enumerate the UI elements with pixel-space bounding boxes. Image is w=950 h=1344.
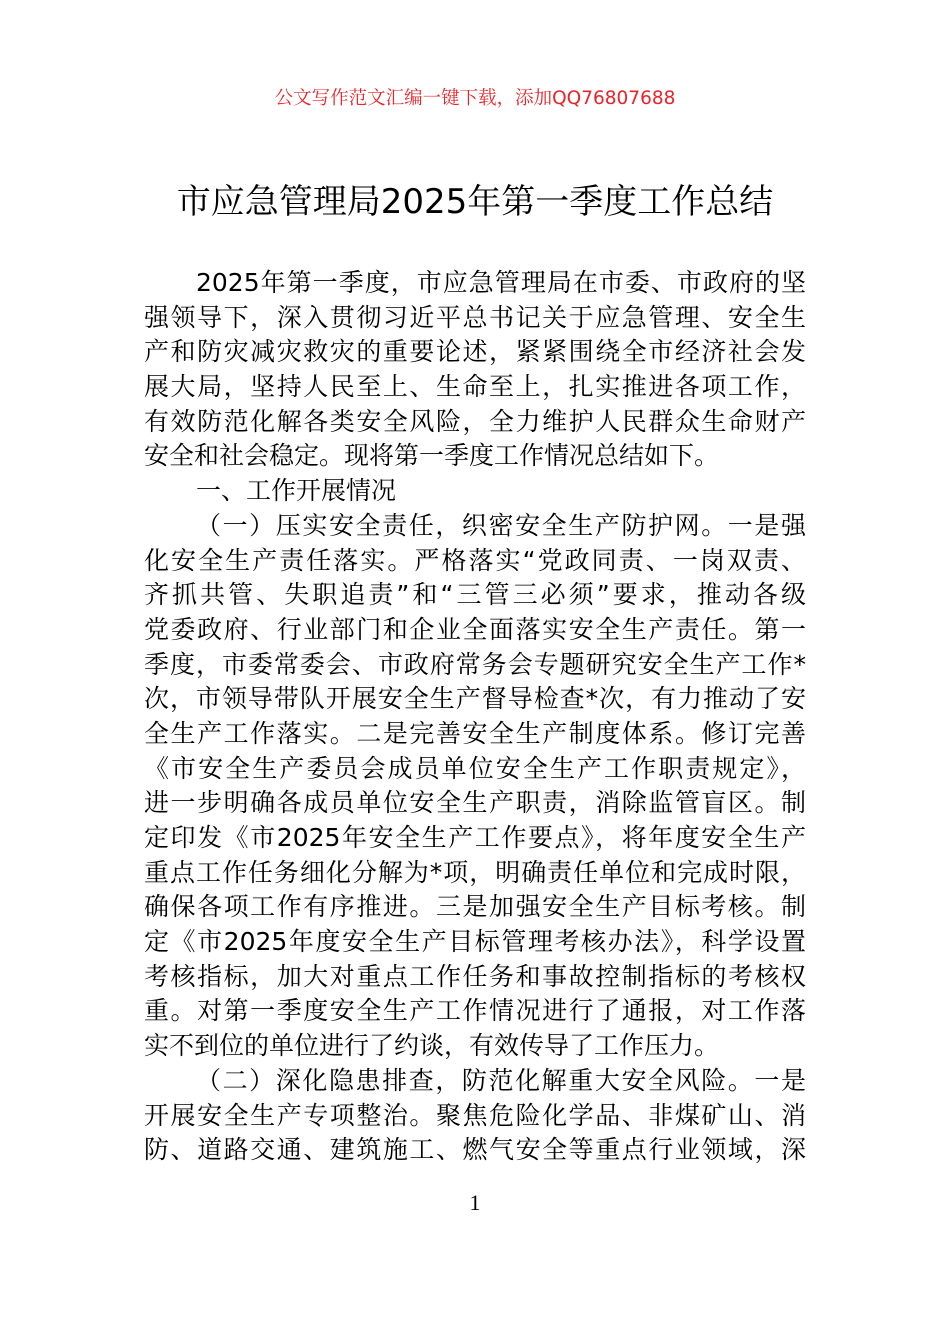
text-line: 考核指标，加大对重点工作任务和事故控制指标的考核权 xyxy=(144,961,806,991)
text-line: 防、道路交通、建筑施工、燃气安全等重点行业领域，深 xyxy=(144,1135,806,1165)
text-line: （一）压实安全责任，织密安全生产防护网。一是强 xyxy=(196,510,806,540)
text-line: 齐抓共管、失职追责”和“三管三必须”要求，推动各级 xyxy=(144,580,806,610)
text-line: 重点工作任务细化分解为*项，明确责任单位和完成时限， xyxy=(144,857,806,887)
text-line: 定印发《市2025年安全生产工作要点》，将年度安全生产 xyxy=(144,823,806,852)
text-line: 党委政府、行业部门和企业全面落实安全生产责任。第一 xyxy=(144,614,806,644)
text-line: 定《市2025年度安全生产目标管理考核办法》，科学设置 xyxy=(144,927,806,957)
text-line: 展大局，坚持人民至上、生命至上，扎实推进各项工作， xyxy=(144,372,806,402)
text-line: 2025年第一季度，市应急管理局在市委、市政府的坚 xyxy=(196,268,806,297)
text-line: 《市安全生产委员会成员单位安全生产工作职责规定》， xyxy=(144,753,806,783)
text-line: 实不到位的单位进行了约谈，有效传导了工作压力。 xyxy=(144,1031,720,1061)
text-line: 次，市领导带队开展安全生产督导检查*次，有力推动了安 xyxy=(144,684,806,714)
text-line: 开展安全生产专项整治。聚焦危险化学品、非煤矿山、消 xyxy=(144,1100,806,1130)
document-body xyxy=(144,266,806,1168)
text-line: 进一步明确各成员单位安全生产职责，消除监管盲区。制 xyxy=(144,788,806,818)
text-line: 重。对第一季度安全生产工作情况进行了通报，对工作落 xyxy=(144,996,806,1026)
text-line: 确保各项工作有序推进。三是加强安全生产目标考核。制 xyxy=(144,892,806,922)
text-line: 有效防范化解各类安全风险，全力维护人民群众生命财产 xyxy=(144,406,806,436)
page-number: 1 xyxy=(469,1190,481,1215)
text-line: 产和防灾减灾救灾的重要论述，紧紧围绕全市经济社会发 xyxy=(144,337,806,367)
text-line: 化安全生产责任落实。严格落实“党政同责、一岗双责、 xyxy=(144,545,806,575)
text-line: 安全和社会稳定。现将第一季度工作情况总结如下。 xyxy=(144,441,720,471)
text-line: （二）深化隐患排查，防范化解重大安全风险。一是 xyxy=(196,1065,806,1095)
document-title: 市应急管理局2025年第一季度工作总结 xyxy=(176,182,774,222)
section-heading: 一、工作开展情况 xyxy=(196,476,397,506)
text-line: 季度，市委常委会、市政府常务会专题研究安全生产工作* xyxy=(144,649,806,679)
text-line: 全生产工作落实。二是完善安全生产制度体系。修订完善 xyxy=(144,718,806,748)
download-promo-note: 公文写作范文汇编一键下载，添加QQ76807688 xyxy=(274,88,676,109)
text-line: 强领导下，深入贯彻习近平总书记关于应急管理、安全生 xyxy=(144,302,806,332)
